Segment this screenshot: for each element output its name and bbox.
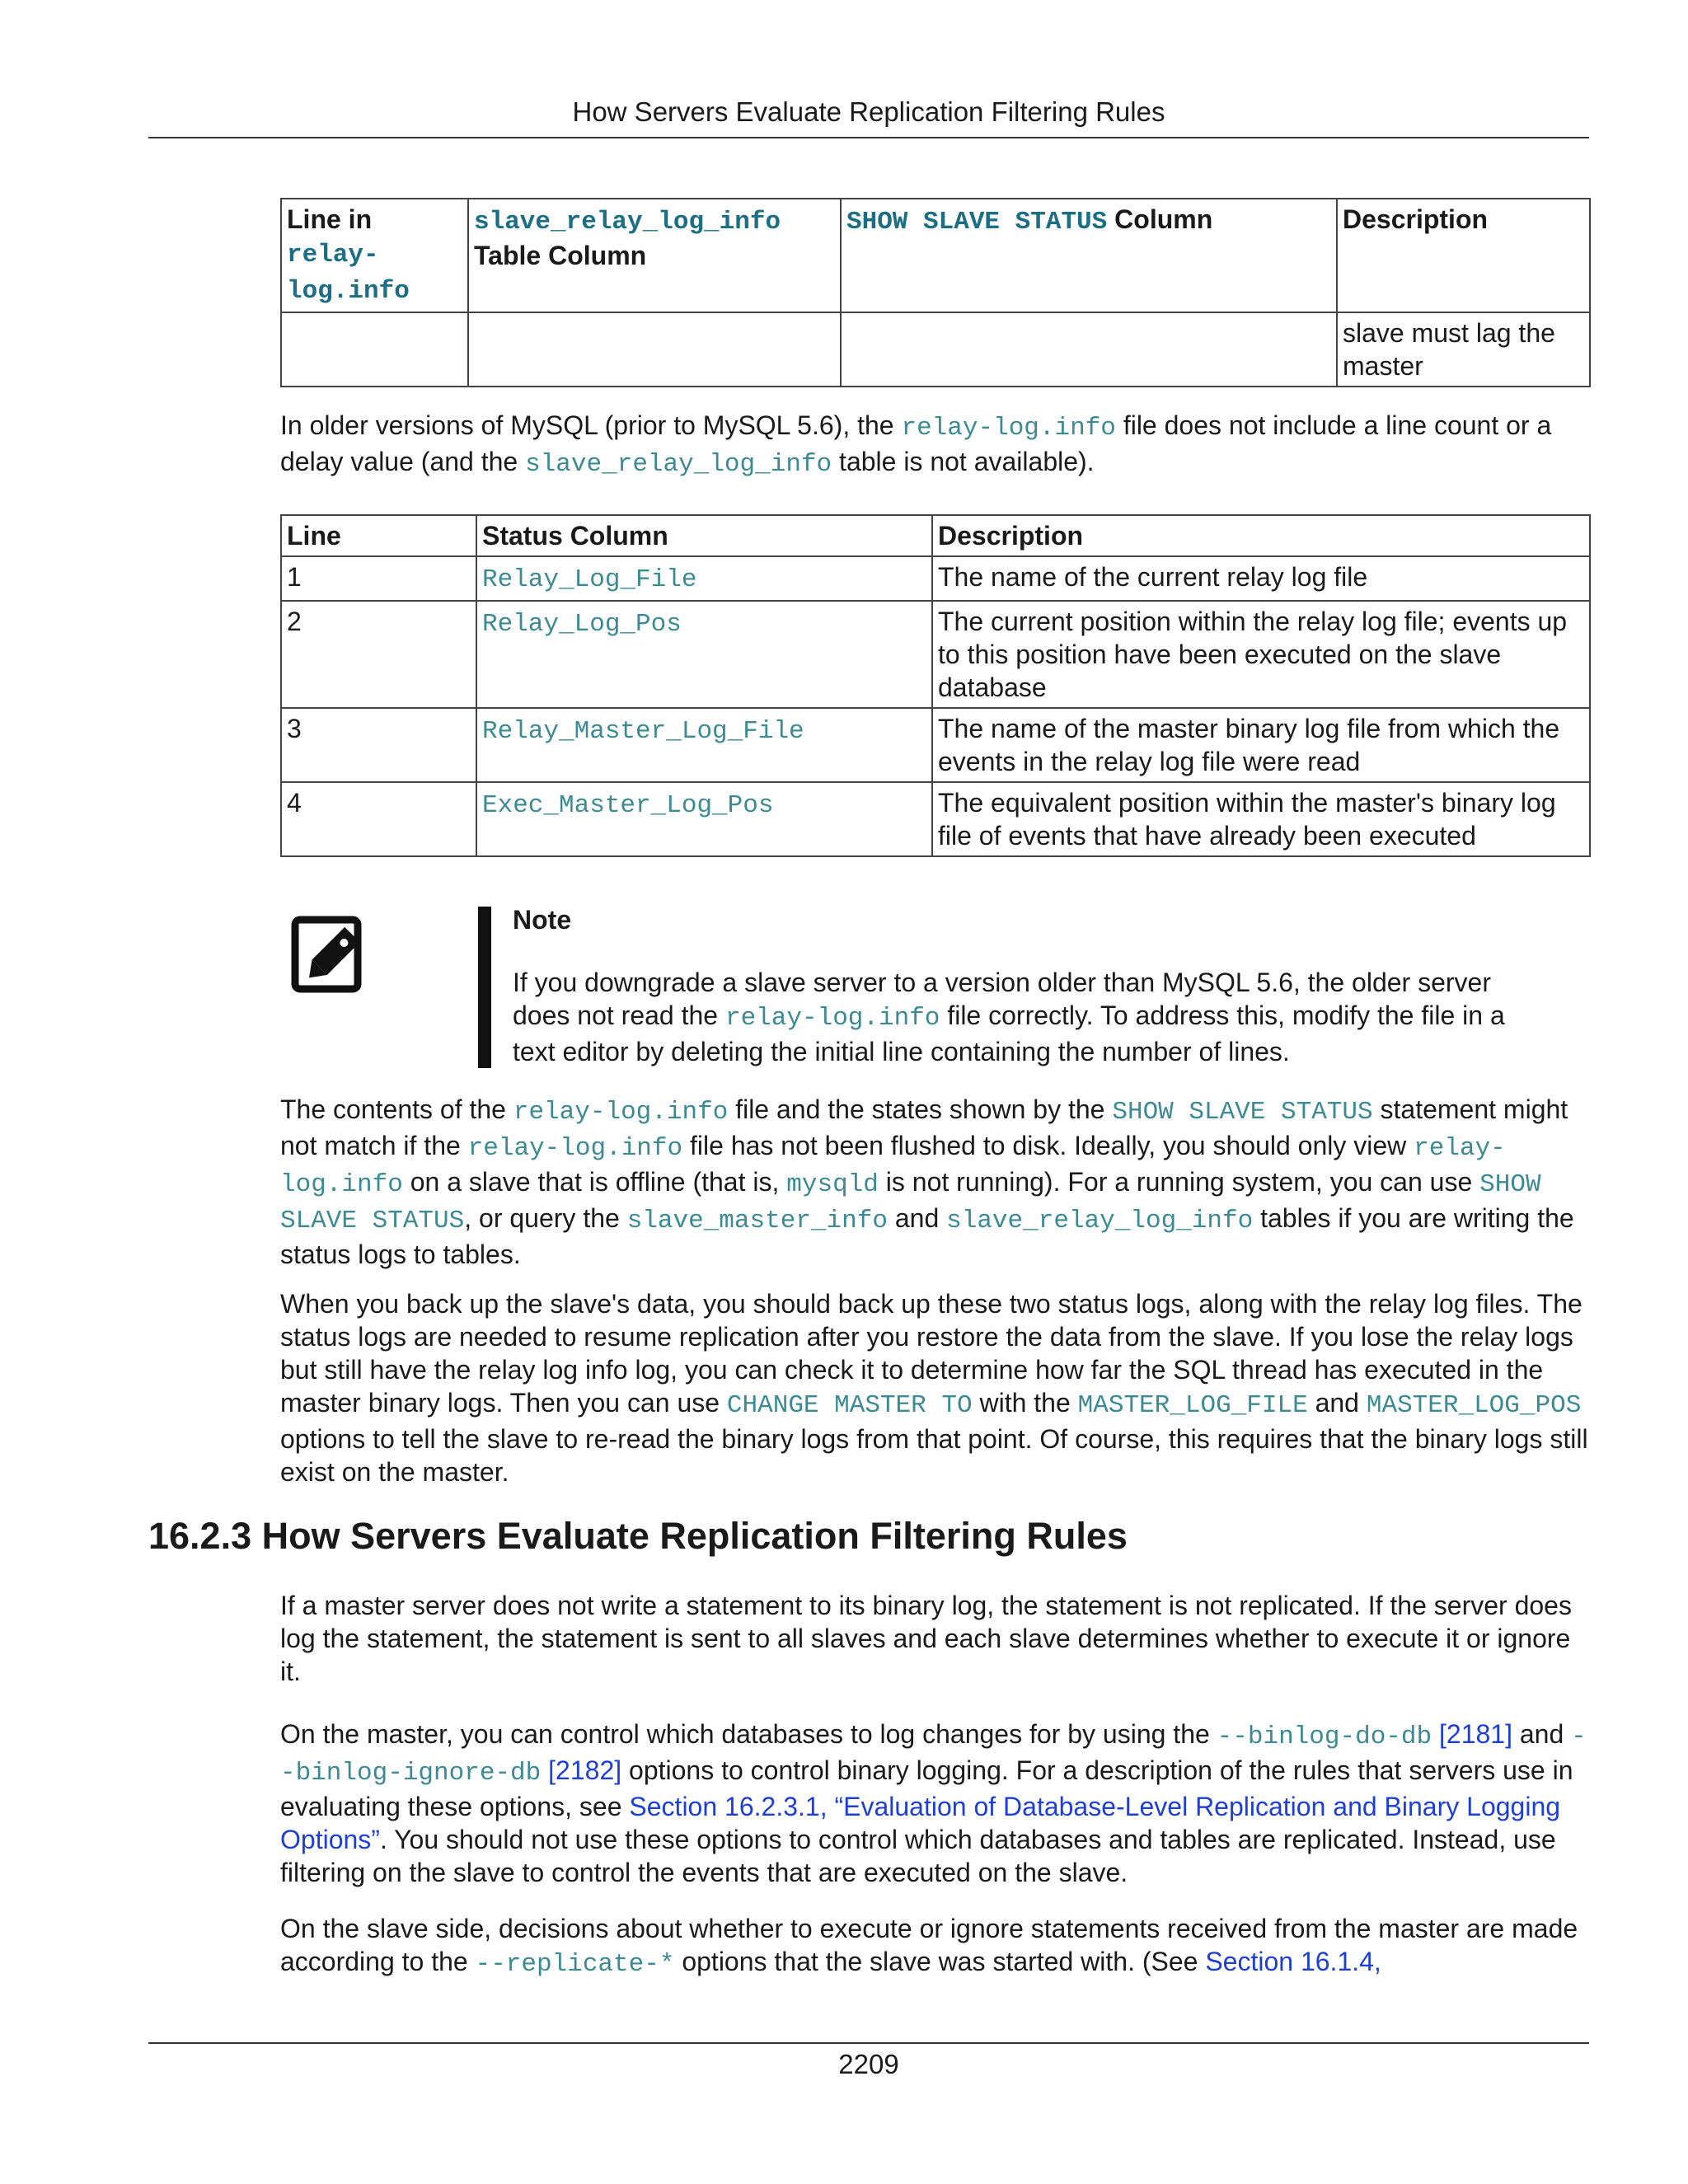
section-link-16-2-3-1[interactable]: Section 16.2.3.1, “Evaluation of Database-Level Replication and Binary Logging Options” — [280, 1792, 1561, 1854]
header-line-in: Line in relay-log.info — [281, 199, 468, 312]
section-link-16-1-4[interactable]: Section 16.1.4, — [1205, 1947, 1381, 1976]
table-cell — [468, 312, 841, 387]
table-cell — [841, 312, 1337, 387]
ref-link-2182[interactable]: [2182] — [541, 1755, 622, 1785]
cell-line: 2 — [281, 601, 476, 708]
cell-column: Relay_Log_Pos — [476, 601, 932, 708]
footer-rule — [148, 2042, 1589, 2044]
relay-log-status-table — [280, 514, 1591, 857]
paragraph-slave-side: On the slave side, decisions about whether to execute or ignore statements received from the master are made according to the --replicate-* options that the slave was started with. (See Section 16.1.4, — [280, 1914, 1578, 1979]
table-row — [281, 556, 1590, 601]
table-header-row — [281, 199, 1590, 312]
cell-line: 1 — [281, 556, 476, 601]
header-description: Description — [1337, 199, 1590, 312]
running-header: How Servers Evaluate Replication Filtering Rules — [572, 96, 1165, 127]
cell-description: The name of the master binary log file from which the events in the relay log file were read — [932, 708, 1590, 782]
table-cell — [281, 312, 468, 387]
table-header-row — [281, 515, 1590, 556]
table-row — [281, 782, 1590, 856]
cell-description: The current position within the relay log file; events up to this position have been executed on the slave database — [932, 601, 1590, 708]
header-description: Description — [932, 515, 1590, 556]
paragraph-master-options: On the master, you can control which databases to log changes for by using the --binlog-do-db [2181] and --binlog-ignore-db [2182] options to control binary logging. For a description of the rules that servers use in evaluating these options, see Section 16.2.3.1, “Evaluation of Database-Level Replication and Binary Logging Options”. You should not use these options to control which databases and tables are replicated. Instead, use filtering on the slave to control the events that are executed on the slave. — [280, 1719, 1587, 1887]
paragraph-older-versions: In older versions of MySQL (prior to MySQL 5.6), the relay-log.info file does not include a line count or a delay value (and the slave_relay_log_info table is not available). — [280, 410, 1552, 479]
table-row — [281, 601, 1590, 708]
cell-line: 3 — [281, 708, 476, 782]
relay-log-columns-table-continued — [280, 198, 1591, 387]
section-heading: 16.2.3 How Servers Evaluate Replication Filtering Rules — [148, 1515, 1128, 1557]
table-row — [281, 312, 1590, 387]
cell-description: The name of the current relay log file — [932, 556, 1590, 601]
ref-link-2181[interactable]: [2181] — [1432, 1719, 1512, 1749]
cell-column: Exec_Master_Log_Pos — [476, 782, 932, 856]
cell-column: Relay_Master_Log_File — [476, 708, 932, 782]
header-rule — [148, 137, 1589, 138]
header-status-column: Status Column — [476, 515, 932, 556]
header-table-column: slave_relay_log_info Table Column — [468, 199, 841, 312]
note-icon — [290, 915, 369, 994]
table-row — [281, 708, 1590, 782]
note-body: If you downgrade a slave server to a version older than MySQL 5.6, the older server does not read the relay-log.info file correctly. To address this, modify the file in a text editor by deleting the initial line containing the number of lines. — [513, 968, 1505, 1066]
cell-column: Relay_Log_File — [476, 556, 932, 601]
paragraph-backup: When you back up the slave's data, you should back up these two status logs, along with the relay log files. The status logs are needed to resume replication after you restore the data from the slave. If you lose the relay logs but still have the relay log info log, you can check it to determine how far the SQL thread has executed in the master binary logs. Then you can use CHANGE MASTER TO with the MASTER_LOG_FILE and MASTER_LOG_POS options to tell the slave to re-read the binary logs from that point. Of course, this requires that the binary logs still exist on the master. — [280, 1289, 1588, 1487]
cell-line: 4 — [281, 782, 476, 856]
table-cell: slave must lag the master — [1337, 312, 1590, 387]
cell-description: The equivalent position within the master's binary log file of events that have already been executed — [932, 782, 1590, 856]
paragraph-master-statement: If a master server does not write a statement to its binary log, the statement is not replicated. If the server does log the statement, the statement is sent to all slaves and each slave determines whether to execute it or ignore it. — [280, 1591, 1572, 1686]
note-title: Note — [513, 905, 572, 935]
paragraph-contents-mismatch: The contents of the relay-log.info file and the states shown by the SHOW SLAVE STATUS statement might not match if the relay-log.info file has not been flushed to disk. Ideally, you should only view relay-log.info on a slave that is offline (that is, mysqld is not running). For a running system, you can use SHOW SLAVE STATUS, or query the slave_master_info and slave_relay_log_info tables if you are writing the status logs to tables. — [280, 1094, 1574, 1269]
note-bar — [478, 907, 491, 1068]
header-line: Line — [281, 515, 476, 556]
page-number: 2209 — [838, 2049, 899, 2079]
header-status-column: SHOW SLAVE STATUS Column — [841, 199, 1337, 312]
